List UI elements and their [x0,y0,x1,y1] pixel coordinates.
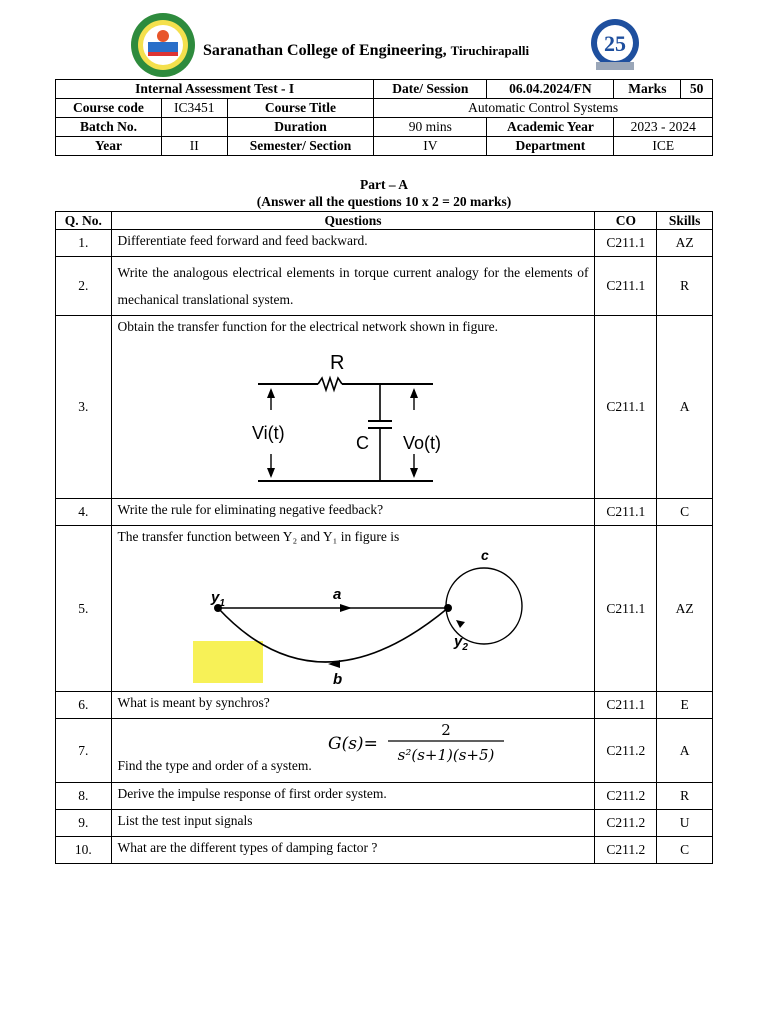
question-co: C211.1 [595,499,657,526]
course-title-label: Course Title [227,99,374,118]
question-cell [111,719,595,783]
transfer-function-formula [326,719,526,765]
question-row [56,499,713,526]
question-row [56,810,713,837]
question-text: Find the type and order of a system. [117,758,312,773]
question-number: 7. [56,719,112,783]
question-skill: AZ [657,230,713,257]
question-skill: E [657,692,713,719]
col-co: CO [595,212,657,230]
question-co: C211.1 [595,257,657,316]
semester-value: IV [374,137,487,156]
course-code-value: IC3451 [161,99,227,118]
academic-year-value: 2023 - 2024 [614,118,713,137]
question-row [56,783,713,810]
question-co: C211.2 [595,719,657,783]
question-row [56,719,713,783]
batch-label: Batch No. [56,118,162,137]
question-co: C211.2 [595,810,657,837]
marks-label: Marks [614,80,681,99]
label-c: C [356,433,369,453]
label-y2: $y_2$ [454,633,468,653]
college-name: Saranathan College of Engineering, Tiruchirapalli [203,42,530,59]
question-co: C211.1 [595,230,657,257]
date-value: 06.04.2024/FN [487,80,614,99]
rc-circuit-diagram [238,336,468,486]
label-vi: Vi(t) [252,423,285,443]
label-a: a [333,586,342,603]
page-header [0,0,768,80]
question-skill: U [657,810,713,837]
academic-year-label: Academic Year [487,118,614,137]
formula-lhs: G(s)= [327,734,378,754]
question-skill: R [657,783,713,810]
label-y1: $y_1$ [211,589,225,609]
duration-value: 90 mins [374,118,487,137]
question-co: C211.2 [595,837,657,864]
duration-label: Duration [227,118,374,137]
test-name: Internal Assessment Test - I [56,80,374,99]
question-text: Derive the impulse response of first order system. [111,783,595,810]
silver-jubilee-logo [586,16,644,74]
questions-table [55,211,713,864]
year-value: II [161,137,227,156]
question-skill: AZ [657,526,713,692]
question-cell [111,526,595,692]
question-row [56,316,713,499]
resistor-symbol [318,378,342,390]
part-instructions: (Answer all the questions 10 x 2 = 20 marks) [256,194,512,209]
question-number: 9. [56,810,112,837]
question-text: What are the different types of damping factor ? [111,837,595,864]
question-text: Write the analogous electrical elements in torque current analogy for the elements of mechanical translational system. [111,257,595,316]
question-row [56,257,713,316]
question-row [56,230,713,257]
question-row [56,526,713,692]
question-skill: A [657,719,713,783]
question-co: C211.1 [595,692,657,719]
question-skill: R [657,257,713,316]
formula-denominator: s²(s+1)(s+5) [397,746,494,764]
label-r: R [330,352,345,374]
department-value: ICE [614,137,713,156]
course-code-label: Course code [56,99,162,118]
question-number: 2. [56,257,112,316]
signal-flow-graph [118,546,588,686]
question-skill: A [657,316,713,499]
scan-smudge [193,641,263,683]
formula-numerator: 2 [440,721,451,739]
col-qno: Q. No. [56,212,112,230]
marks-value: 50 [681,80,713,99]
question-number: 5. [56,526,112,692]
batch-value [161,118,227,137]
question-co: C211.1 [595,316,657,499]
college-seal-logo [130,12,196,78]
question-row [56,692,713,719]
question-row [56,837,713,864]
question-text: Obtain the transfer function for the electrical network shown in figure. [117,319,499,334]
col-questions: Questions [111,212,595,230]
question-text: Differentiate feed forward and feed backward. [111,230,595,257]
jubilee-number: 25 [604,31,626,56]
question-text: What is meant by synchros? [111,692,595,719]
label-b: b [333,671,343,686]
node-y2 [444,604,452,612]
question-number: 3. [56,316,112,499]
question-co: C211.2 [595,783,657,810]
question-number: 10. [56,837,112,864]
question-text: The transfer function between Y₂ and Y₁ in figure is [117,529,400,544]
question-number: 1. [56,230,112,257]
question-number: 4. [56,499,112,526]
department-label: Department [487,137,614,156]
question-text: List the test input signals [111,810,595,837]
question-cell [111,316,595,499]
question-number: 6. [56,692,112,719]
question-co: C211.1 [595,526,657,692]
question-text: Write the rule for eliminating negative feedback? [111,499,595,526]
semester-label: Semester/ Section [227,137,374,156]
exam-info-table [55,79,713,156]
date-label: Date/ Session [374,80,487,99]
question-skill: C [657,499,713,526]
year-label: Year [56,137,162,156]
label-vo: Vo(t) [403,433,442,453]
col-skills: Skills [657,212,713,230]
question-skill: C [657,837,713,864]
course-title-value: Automatic Control Systems [374,99,713,118]
label-c: c [481,547,489,563]
question-number: 8. [56,783,112,810]
part-title: Part – A [360,177,408,192]
